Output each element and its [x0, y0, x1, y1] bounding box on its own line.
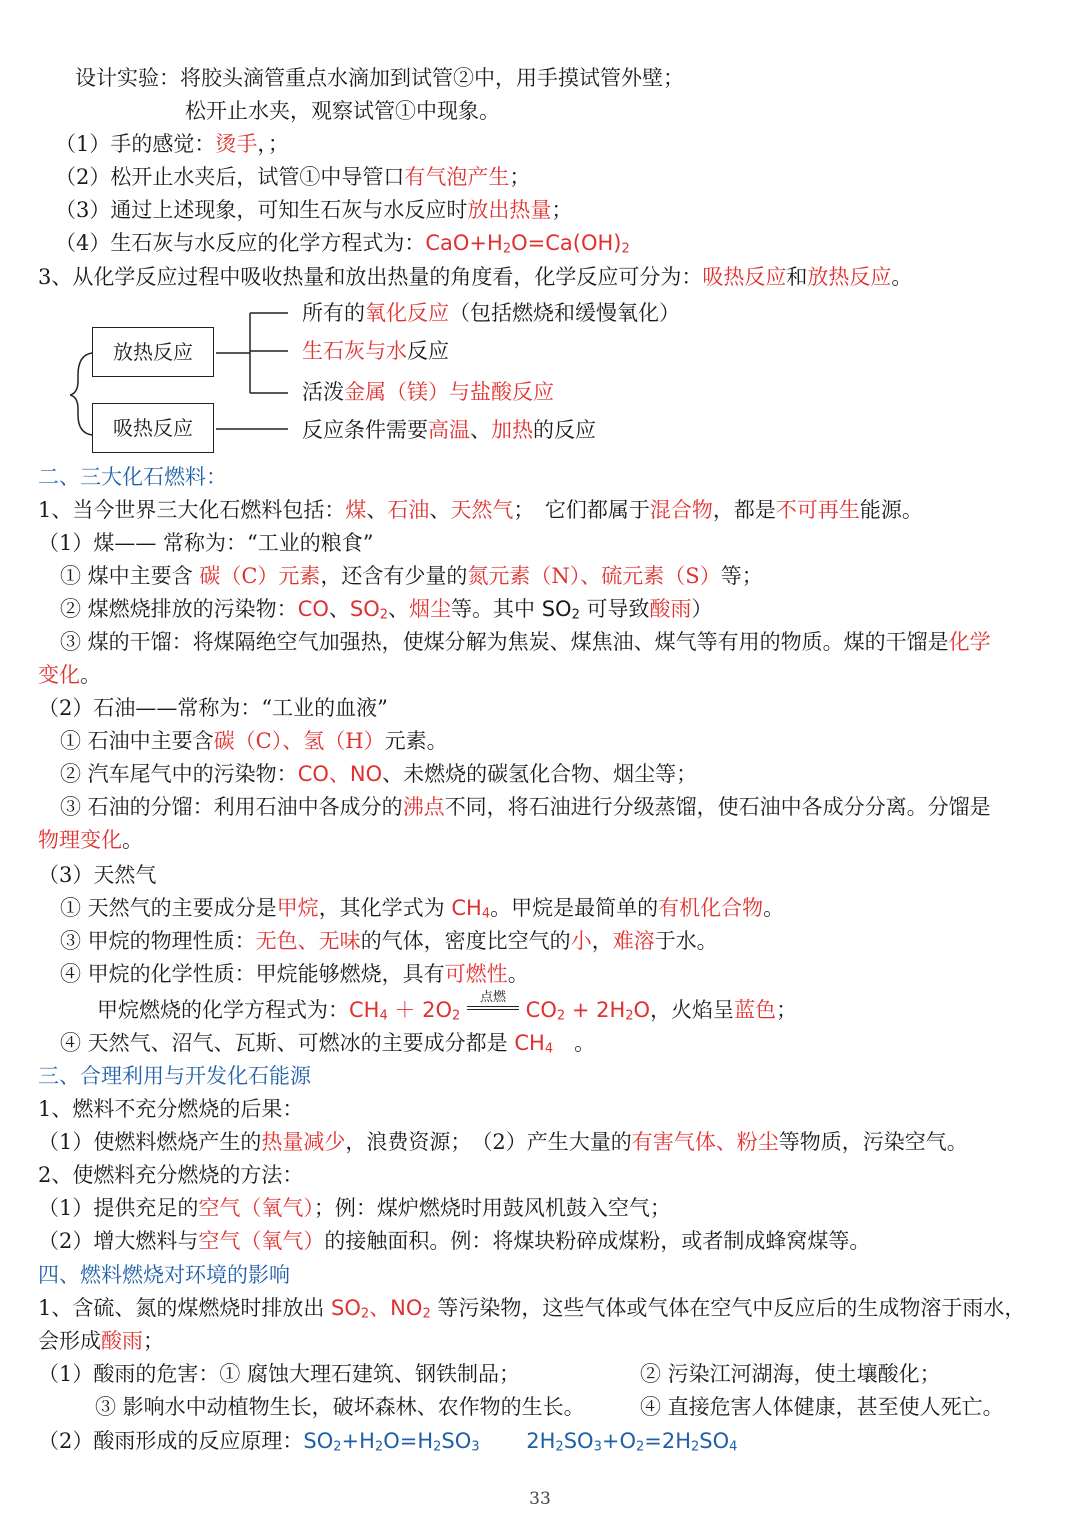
oil-item-1: ① 石油中主要含碳（C）、氢（H）元素。 [60, 729, 448, 753]
env-harm-2: ② 污染江河湖海，使土壤酸化； [640, 1362, 941, 1386]
env-line-1: 1、含硫、氮的煤燃烧时排放出 $SO_2$、$NO_2$ 等污染物，这些气体或气体在空气中反应后的生成物溶于雨水， [38, 1296, 1026, 1322]
use-line-4: （1）提供充足的空气（氧气）；例：煤炉燃烧时用鼓风机鼓入空气； [38, 1196, 671, 1220]
exothermic-box: 放热反应 [92, 327, 214, 377]
gas-title: （3）天然气 [38, 863, 157, 887]
page-number: 33 [529, 1489, 551, 1509]
heading-fossil-energy-use: 三、合理利用与开发化石能源 [38, 1064, 311, 1088]
experiment-line-2: 松开止水夹，观察试管①中现象。 [185, 99, 500, 123]
oil-item-3-cont: 物理变化。 [38, 828, 143, 852]
heading-environment: 四、燃料燃烧对环境的影响 [38, 1263, 290, 1287]
diagram-item-2: 生石灰与水反应 [302, 339, 449, 363]
oil-item-2: ② 汽车尾气中的污染物：CO、NO、未燃烧的碳氢化合物、烟尘等； [60, 762, 698, 786]
diagram-item-1: 所有的氧化反应（包括燃烧和缓慢氧化） [302, 301, 680, 325]
question-1: （1）手的感觉：烫手，； [55, 132, 289, 156]
heading-fossil-fuels: 二、三大化石燃料： [38, 465, 227, 489]
env-harm-3: ③ 影响水中动植物生长，破坏森林、农作物的生长。 [95, 1395, 585, 1419]
fuels-line-1: 1、当今世界三大化石燃料包括：煤、石油、天然气； 它们都属于混合物，都是不可再生能源。 [38, 498, 923, 522]
gas-item-3: ④ 甲烷的化学性质：甲烷能够燃烧，具有可燃性。 [60, 962, 529, 986]
env-harm-4: ④ 直接危害人体健康，甚至使人死亡。 [640, 1395, 1004, 1419]
env-harm-1: （1）酸雨的危害：① 腐蚀大理石建筑、钢铁制品； [38, 1362, 521, 1386]
question-3: （3）通过上述现象，可知生石灰与水反应时放出热量； [55, 198, 573, 222]
use-line-5: （2）增大燃料与空气（氧气）的接触面积。例：将煤块粉碎成煤粉，或者制成蜂窝煤等。 [38, 1229, 871, 1253]
use-line-1: 1、燃料不充分燃烧的后果： [38, 1097, 304, 1121]
endothermic-box: 吸热反应 [92, 403, 214, 453]
coal-title: （1）煤—— 常称为：“工业的粮食” [38, 531, 374, 555]
experiment-line-1: 设计实验：将胶头滴管重点水滴加到试管②中，用手摸试管外壁； [75, 66, 684, 90]
oil-item-3: ③ 石油的分馏：利用石油中各成分的沸点不同，将石油进行分级蒸馏，使石油中各成分分离。分馏是 [60, 795, 991, 819]
diagram-item-4: 反应条件需要高温、加热的反应 [302, 418, 596, 442]
oil-title: （2）石油——常称为：“工业的血液” [38, 696, 388, 720]
env-line-2: 会形成酸雨； [38, 1329, 164, 1353]
acid-rain-reaction: （2）酸雨形成的反应原理：$SO_2+H_2O=H_2SO_3$ $2H_2SO_3+O_2=2H_2SO_4$ [38, 1429, 738, 1455]
condition-ignite: 点燃 [467, 991, 519, 1010]
question-2: （2）松开止水夹后，试管①中导管口有气泡产生； [55, 165, 531, 189]
use-line-3: 2、使燃料充分燃烧的方法： [38, 1163, 304, 1187]
section-3-line: 3、从化学反应过程中吸收热量和放出热量的角度看，化学反应可分为：吸热反应和放热反应。 [38, 265, 913, 289]
reaction-classification-diagram [70, 295, 690, 453]
coal-item-3-cont: 变化。 [38, 663, 101, 687]
question-4: （4）生石灰与水反应的化学方程式为：$CaO+H_2O=Ca(OH)_2$ [55, 231, 630, 257]
coal-item-2: ② 煤燃烧排放的污染物：CO、$SO_2$、烟尘等。其中 $SO_2$ 可导致酸雨） [60, 597, 713, 623]
gas-item-4: ④ 天然气、沼气、瓦斯、可燃冰的主要成分都是 $CH_4$ 。 [60, 1031, 596, 1057]
use-line-2: （1）使燃料燃烧产生的热量减少，浪费资源； （2）产生大量的有害气体、粉尘等物质，污染空气。 [38, 1130, 968, 1154]
coal-item-3: ③ 煤的干馏：将煤隔绝空气加强热，使煤分解为焦炭、煤焦油、煤气等有用的物质。煤的干馏是化学 [60, 630, 991, 654]
gas-item-2: ③ 甲烷的物理性质：无色、无味的气体，密度比空气的小，难溶于水。 [60, 929, 718, 953]
gas-item-1: ① 天然气的主要成分是甲烷，其化学式为 $CH_4$。甲烷是最简单的有机化合物。 [60, 896, 785, 922]
coal-item-1: ① 煤中主要含 碳（C）元素，还含有少量的氮元素（N）、硫元素（S）等； [60, 564, 763, 588]
diagram-item-3: 活泼金属（镁）与盐酸反应 [302, 380, 554, 404]
gas-combustion-equation: 甲烷燃烧的化学方程式为：$CH_4 + 2O_2$ 点燃 $CO_2 + 2H_2O$，火焰呈蓝色； [97, 990, 798, 1024]
